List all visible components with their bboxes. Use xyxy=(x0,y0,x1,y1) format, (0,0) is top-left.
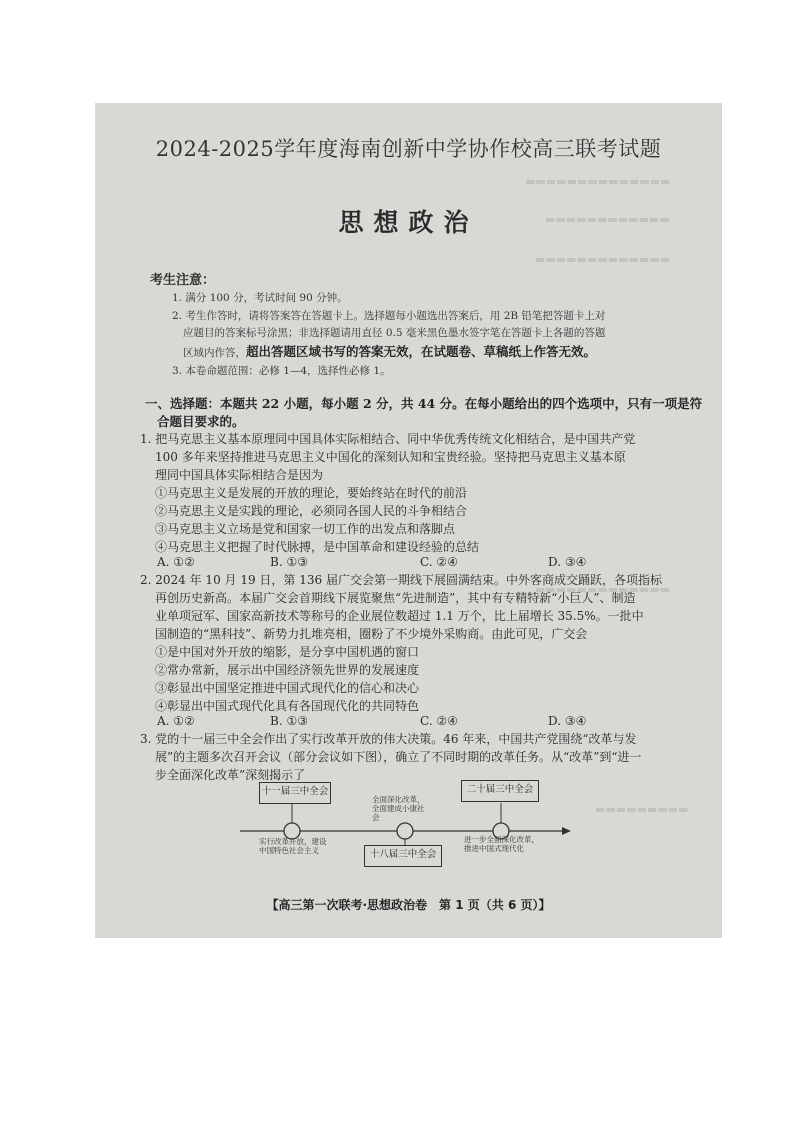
note-line: 会 xyxy=(372,813,380,822)
meeting-note-11th xyxy=(259,837,327,855)
option-a: A. ①② xyxy=(157,714,195,728)
question-2-stem: 2. 2024 年 10 月 19 日，第 136 届广交会第一期线下展圆满结束。中外客商成交踊跃，各项指标 xyxy=(140,573,662,587)
statement-2: ②马克思主义是实践的理论，必须同各国人民的斗争相结合 xyxy=(155,504,468,518)
note-line: 中国特色社会主义 xyxy=(259,846,319,855)
exam-page xyxy=(95,103,722,938)
statement-2: ②常办常新，展示出中国经济领先世界的发展速度 xyxy=(155,663,420,677)
statement-3: ③彰显出中国坚定推进中国式现代化的信心和决心 xyxy=(155,681,420,695)
notice-item-2: 2. 考生作答时，请将答案答在答题卡上。选择题每小题选出答案后，用 2B 铅笔把答题卡上对 xyxy=(172,310,606,322)
note-line: 实行改革开放，建设 xyxy=(259,837,327,846)
statement-1: ①是中国对外开放的缩影，是分享中国机遇的窗口 xyxy=(155,645,420,659)
statement-4: ④彰显出中国式现代化具有各国现代化的共同特色 xyxy=(155,699,420,713)
option-d: D. ③④ xyxy=(548,555,587,569)
option-b: B. ①③ xyxy=(270,555,308,569)
question-2-stem-4: 国制造的“黑科技”、新势力扎堆亮相，圈粉了不少境外采购商。由此可见，广交会 xyxy=(155,627,588,641)
meeting-box-20th: 二十届三中全会 xyxy=(461,780,539,802)
question-1-stem-2: 100 多年来坚持推进马克思主义中国化的深刻认知和宝贵经验。坚持把马克思主义基本原 xyxy=(155,450,626,464)
question-3-stem: 3. 党的十一届三中全会作出了实行改革开放的伟大决策。46 年来，中国共产党围绕“改革与发 xyxy=(140,732,637,746)
notice-item-2-end xyxy=(183,342,596,360)
bleed-through-text: ▬▬▬▬▬▬▬▬▬▬▬▬ xyxy=(545,213,670,226)
option-d: D. ③④ xyxy=(548,714,587,728)
notice-item-1: 1. 满分 100 分，考试时间 90 分钟。 xyxy=(172,292,348,304)
meeting-note-18th xyxy=(372,795,425,822)
notice-item-2-plain: 区域内作答， xyxy=(183,347,246,359)
meeting-note-20th xyxy=(464,835,539,853)
notice-item-2-emphasis: 超出答题区域书写的答案无效，在试题卷、草稿纸上作答无效。 xyxy=(246,344,597,359)
option-c: C. ②④ xyxy=(420,555,458,569)
meeting-box-11th: 十一届三中全会 xyxy=(259,782,331,804)
question-1-stem-3: 理同中国具体实际相结合是因为 xyxy=(155,468,324,482)
question-2-stem-2: 再创历史新高。本届广交会首期线下展览聚焦“先进制造”，其中有专精特新“小巨人”、制造 xyxy=(155,591,636,605)
exam-title: 2024-2025学年度海南创新中学协作校高三联考试题 xyxy=(155,137,662,161)
note-line: 全面建成小康社 xyxy=(372,804,425,813)
statement-3: ③马克思主义立场是党和国家一切工作的出发点和落脚点 xyxy=(155,522,456,536)
statement-1: ①马克思主义是发展的开放的理论，要始终站在时代的前沿 xyxy=(155,486,468,500)
note-line: 全面深化改革， xyxy=(372,795,425,804)
timeline-diagram xyxy=(235,779,575,869)
option-a: A. ①② xyxy=(157,555,195,569)
question-1-stem: 1. 把马克思主义基本原理同中国具体实际相结合、同中华优秀传统文化相结合，是中国共产党 xyxy=(140,432,636,446)
statement-4: ④马克思主义把握了时代脉搏，是中国革命和建设经验的总结 xyxy=(155,540,480,554)
page-footer: 【高三第一次联考·思想政治卷 第 1 页（共 6 页）】 xyxy=(266,898,551,912)
question-3-stem-2: 展”的主题多次召开会议（部分会议如下图），确立了不同时期的改革任务。从“改革”到“进一 xyxy=(155,750,642,764)
question-2-stem-3: 业单项冠军、国家高新技术等称号的企业展位数超过 1.1 万个，比上届增长 35.5%。一批中 xyxy=(155,609,644,623)
meeting-box-18th: 十八届三中全会 xyxy=(364,845,442,867)
section-heading: 一、选择题：本题共 22 小题，每小题 2 分，共 44 分。在每小题给出的四个选项中，只有一项是符 xyxy=(145,396,703,411)
bleed-through-text: ▬▬▬▬▬▬▬▬▬ xyxy=(595,803,689,816)
notice-item-2-cont: 应题目的答案标号涂黑；非选择题请用直径 0.5 毫米黑色墨水签字笔在答题卡上各题的答题 xyxy=(183,327,606,339)
note-line: 推进中国式现代化 xyxy=(464,844,524,853)
subject-title: 思想政治 xyxy=(338,208,479,237)
bleed-through-text: ▬▬▬▬▬▬▬▬▬▬▬▬▬ xyxy=(535,583,671,596)
notice-heading: 考生注意： xyxy=(150,273,216,288)
note-line: 进一步全面深化改革， xyxy=(464,835,539,844)
notice-item-3: 3. 本卷命题范围：必修 1—4，选择性必修 1。 xyxy=(172,365,391,377)
section-heading-cont: 合题目要求的。 xyxy=(157,414,245,429)
question-3-stem-3: 步全面深化改革”深刻揭示了 xyxy=(155,768,306,782)
option-c: C. ②④ xyxy=(420,714,458,728)
option-b: B. ①③ xyxy=(270,714,308,728)
bleed-through-text: ▬▬▬▬▬▬▬▬▬▬▬▬▬▬ xyxy=(525,175,671,188)
bleed-through-text: ▬▬▬▬▬▬▬▬▬▬▬▬▬ xyxy=(535,253,671,266)
